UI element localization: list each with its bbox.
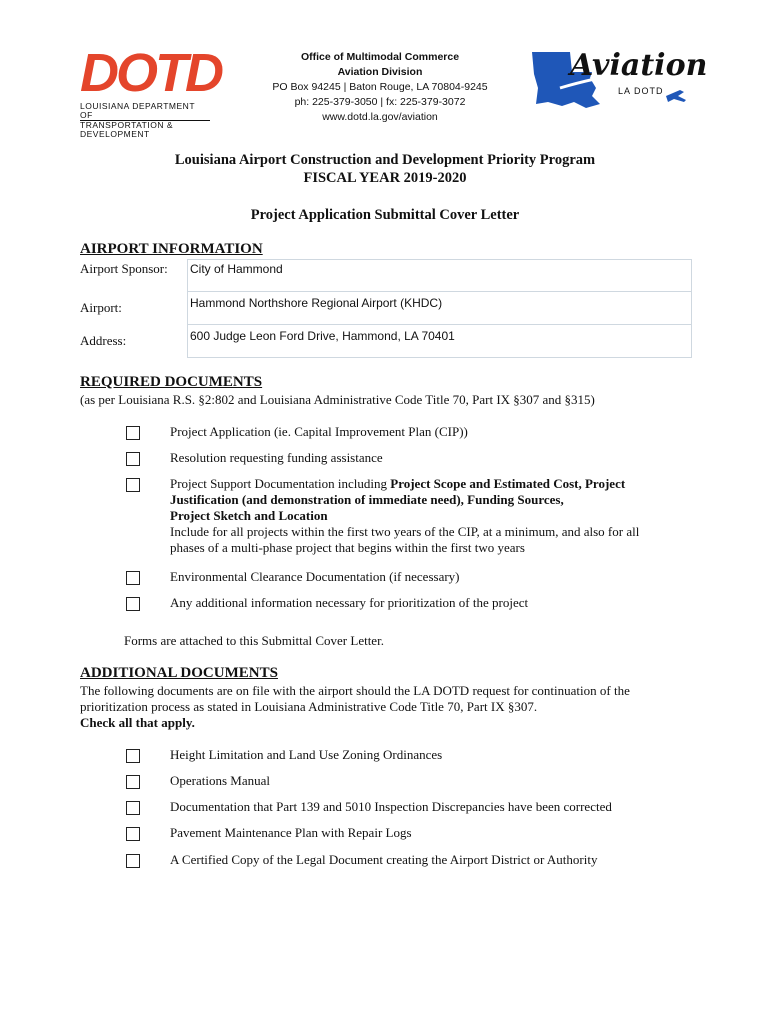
checkbox[interactable]: [126, 749, 140, 763]
item-label: Operations Manual: [170, 773, 271, 788]
fiscal-year-title: FISCAL YEAR 2019-2020: [303, 170, 467, 186]
sponsor-field[interactable]: [187, 259, 692, 292]
office-name: Office of Multimodal Commerce: [300, 51, 460, 63]
checkbox[interactable]: [126, 801, 140, 815]
item-note-1: Include for all projects within the first two years of the CIP, at a minimum, and also for all: [170, 524, 640, 539]
airport-information-heading: AIRPORT INFORMATION: [80, 241, 263, 257]
phone-fax: ph: 225-379-3050 | fx: 225-379-3072: [294, 96, 466, 108]
aviation-logo-text: Aviation: [570, 48, 708, 83]
checkbox[interactable]: [126, 452, 140, 466]
cover-letter-title: Project Application Submittal Cover Letter: [250, 207, 520, 223]
checkbox[interactable]: [126, 775, 140, 789]
additional-para-line2: prioritization process as stated in Louisiana Administrative Code Title 70, Part IX §307.: [80, 699, 538, 714]
division-name: Aviation Division: [337, 66, 423, 78]
checkbox[interactable]: [126, 478, 140, 492]
item-label: Documentation that Part 139 and 5010 Inspection Discrepancies have been corrected: [170, 799, 612, 814]
dotd-logo-sub-line2: TRANSPORTATION & DEVELOPMENT: [80, 120, 174, 139]
airport-label: Airport:: [80, 300, 122, 315]
sponsor-label: Airport Sponsor:: [80, 261, 168, 276]
website: www.dotd.la.gov/aviation: [322, 111, 438, 123]
checkbox[interactable]: [126, 854, 140, 868]
address-field[interactable]: [187, 325, 692, 358]
additional-documents-heading: ADDITIONAL DOCUMENTS: [80, 665, 278, 681]
airport-value: Hammond Northshore Regional Airport (KHDC): [190, 296, 443, 310]
sponsor-row: [80, 259, 692, 292]
required-documents-subheading: (as per Louisiana R.S. §2:802 and Louisiana Administrative Code Title 70, Part IX §307 and §315): [80, 392, 595, 407]
aviation-logo: [526, 44, 708, 116]
dotd-logo-sub-line1: LOUISIANA DEPARTMENT OF: [80, 102, 210, 121]
additional-para-line1: The following documents are on file with the airport should the LA DOTD request for continuation of the: [80, 683, 630, 698]
airport-field[interactable]: [187, 292, 692, 325]
airplane-icon: [666, 90, 686, 102]
forms-attached-note: Forms are attached to this Submittal Cover Letter.: [124, 633, 384, 648]
item-bold-3: Project Sketch and Location: [170, 508, 328, 523]
dotd-logo-text: DOTD: [80, 43, 221, 103]
item-note-2: phases of a multi-phase project that begins within the first two years: [170, 540, 525, 555]
address-label: Address:: [80, 333, 127, 348]
required-documents-heading: REQUIRED DOCUMENTS: [80, 374, 263, 390]
item-label: Pavement Maintenance Plan with Repair Logs: [170, 825, 412, 840]
item-prefix: Project Support Documentation including: [170, 476, 391, 491]
address-value: 600 Judge Leon Ford Drive, Hammond, LA 70401: [190, 329, 455, 343]
checkbox[interactable]: [126, 571, 140, 585]
item-label: Height Limitation and Land Use Zoning Ordinances: [170, 747, 443, 762]
sponsor-value: City of Hammond: [190, 262, 283, 276]
item-label: [170, 476, 690, 556]
address-row: [80, 325, 692, 358]
item-label: Project Application (ie. Capital Improvement Plan (CIP)): [170, 424, 468, 439]
aviation-logo-subtext: LA DOTD: [618, 86, 664, 96]
item-bold-1: Project Scope and Estimated Cost, Project: [390, 476, 626, 491]
item-bold-2: Justification (and demonstration of immediate need), Funding Sources,: [170, 492, 564, 507]
check-all-instruction: Check all that apply.: [80, 715, 195, 730]
checkbox[interactable]: [126, 597, 140, 611]
item-label: Any additional information necessary for prioritization of the project: [170, 595, 529, 610]
airport-row: [80, 292, 692, 325]
item-label: Resolution requesting funding assistance: [170, 450, 383, 465]
po-box: PO Box 94245 | Baton Rouge, LA 70804-9245: [272, 81, 488, 93]
item-label: Environmental Clearance Documentation (if necessary): [170, 569, 460, 584]
program-title: Louisiana Airport Construction and Development Priority Program: [174, 152, 596, 168]
item-label: A Certified Copy of the Legal Document creating the Airport District or Authority: [170, 852, 598, 867]
dotd-logo: [80, 43, 221, 139]
dotd-logo-subtitle: [80, 102, 210, 139]
office-address-block: [230, 50, 530, 125]
checkbox[interactable]: [126, 426, 140, 440]
checkbox[interactable]: [126, 827, 140, 841]
